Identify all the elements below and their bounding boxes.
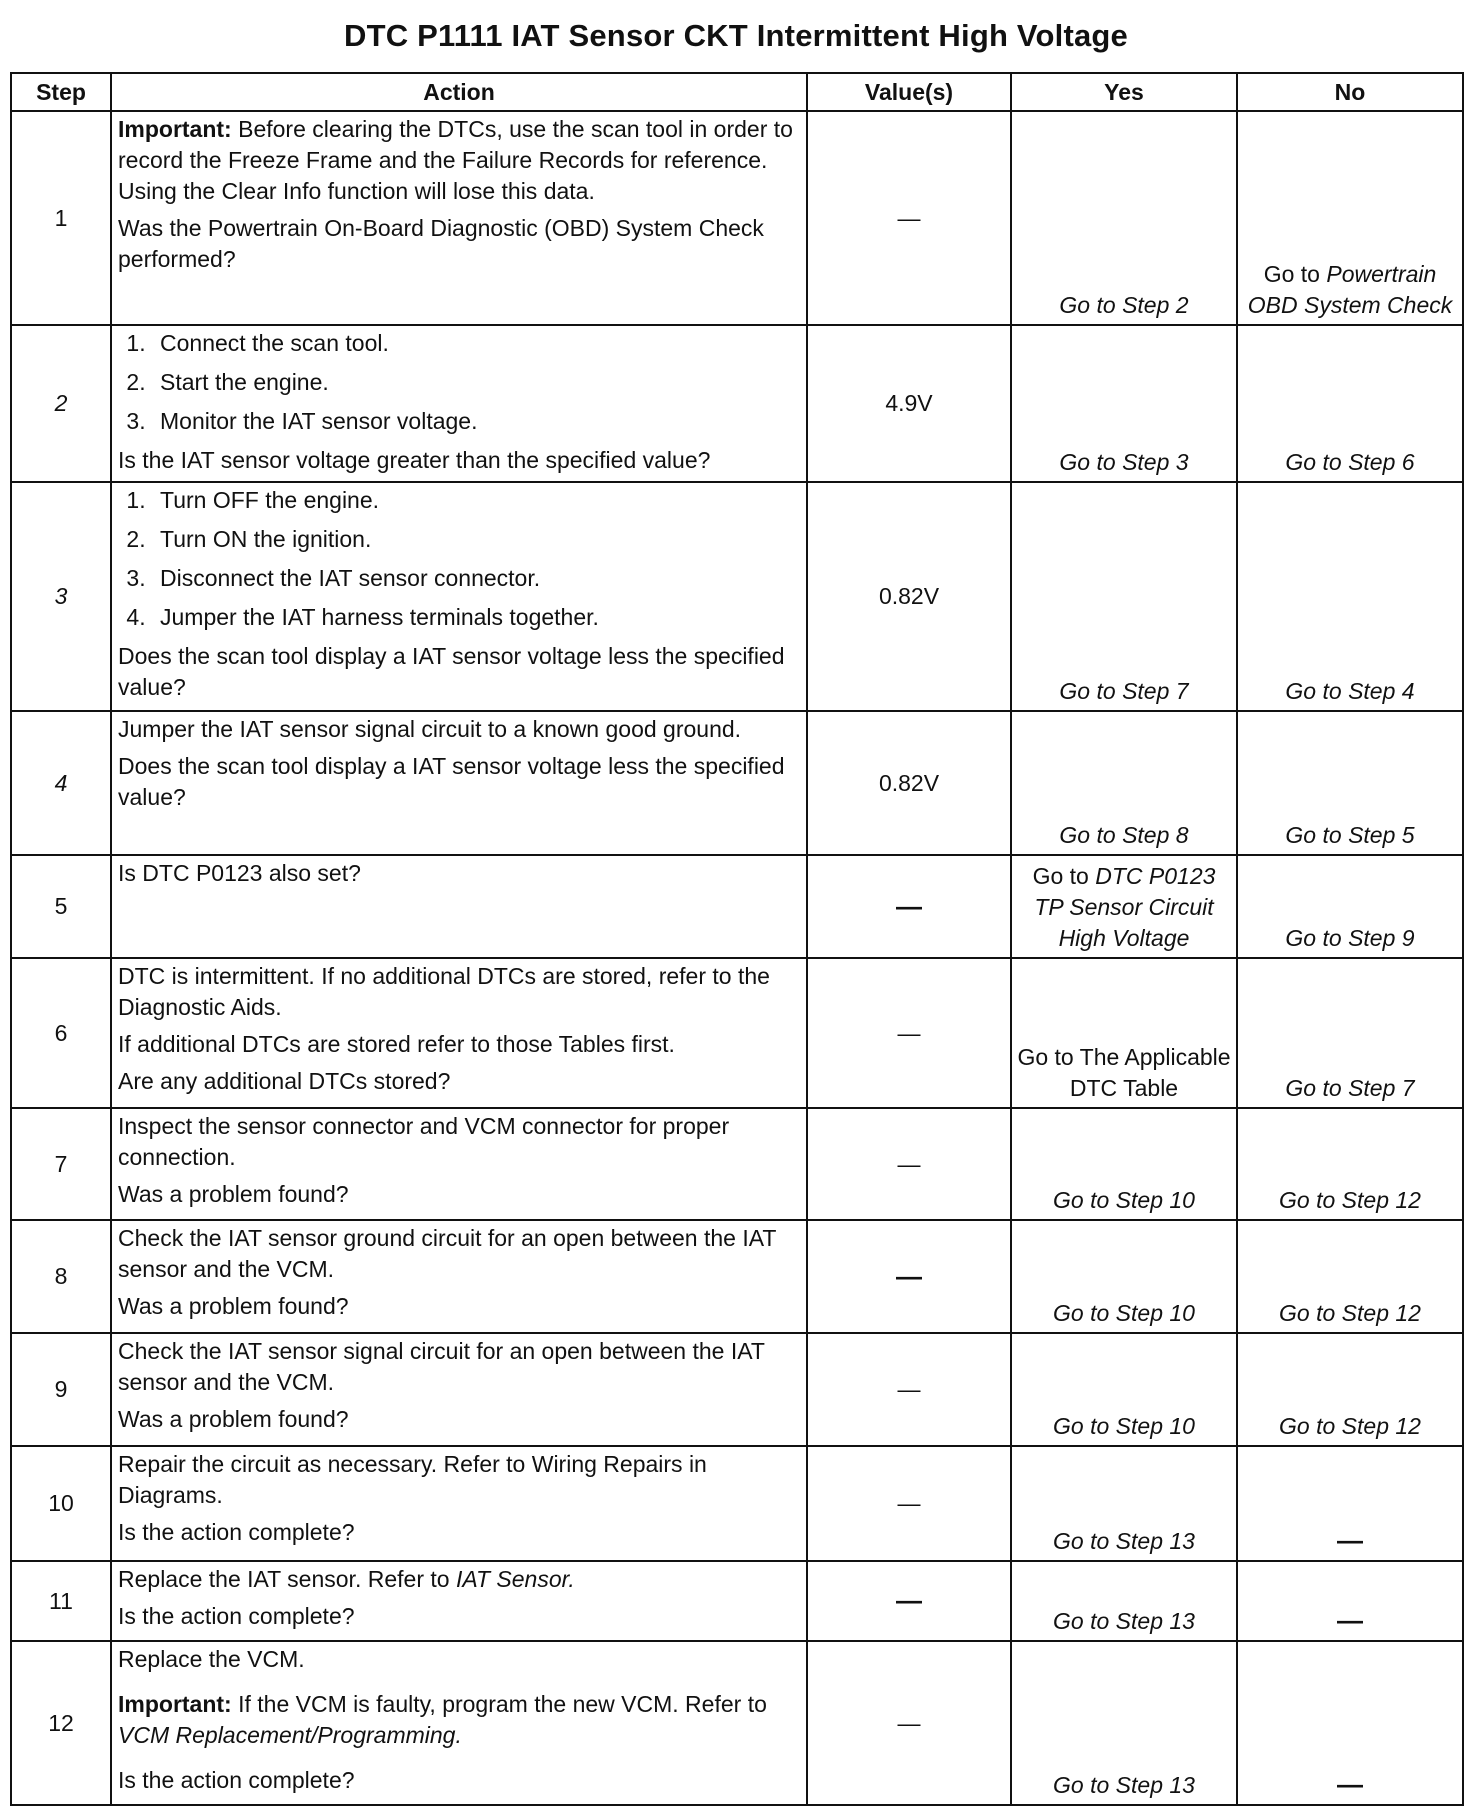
action-text: Replace the VCM. xyxy=(118,1646,305,1672)
table-header-row xyxy=(11,73,1463,111)
important-text: Before clearing the DTCs, use the scan tool in order to record the Freeze Frame and the Failure Records for reference. Using the Clear Info function will lose this data. xyxy=(118,116,793,204)
vcm-programming-link[interactable]: VCM Replacement/Programming. xyxy=(118,1722,462,1748)
value-cell xyxy=(807,1220,1011,1333)
important-label: Important: xyxy=(118,1691,232,1717)
step-number: 3 xyxy=(11,482,111,711)
no-link[interactable]: Go to Step 6 xyxy=(1237,325,1463,482)
value-cell: — xyxy=(807,1108,1011,1220)
table-row-step-3 xyxy=(11,482,1463,711)
action-text-prefix: Replace the IAT sensor. Refer to xyxy=(118,1566,456,1592)
no-link[interactable]: Go to Step 4 xyxy=(1237,482,1463,711)
action-question: Is the action complete? xyxy=(118,1603,355,1629)
yes-link[interactable]: Go to Step 7 xyxy=(1011,482,1237,711)
action-question: Is the IAT sensor voltage greater than the specified value? xyxy=(118,447,711,473)
value-cell: — xyxy=(807,958,1011,1108)
step-number: 10 xyxy=(11,1446,111,1561)
yes-link-target: DTC P0123 TP Sensor Circuit High Voltage xyxy=(1034,863,1216,951)
step-number: 11 xyxy=(11,1561,111,1641)
step-number: 4 xyxy=(11,711,111,855)
table-row-step-5 xyxy=(11,855,1463,958)
no-link[interactable]: Go to Step 12 xyxy=(1237,1220,1463,1333)
yes-link[interactable]: Go to Step 10 xyxy=(1011,1220,1237,1333)
value-cell: — xyxy=(807,1333,1011,1446)
action-cell xyxy=(111,325,807,482)
value-cell xyxy=(807,855,1011,958)
no-link-prefix: Go to xyxy=(1263,261,1327,287)
yes-link-prefix: Go to xyxy=(1032,863,1096,889)
action-question: Is the action complete? xyxy=(118,1519,355,1545)
action-question: Was a problem found? xyxy=(118,1181,349,1207)
value-dash: — xyxy=(896,1260,922,1291)
action-cell xyxy=(111,711,807,855)
column-header-action: Action xyxy=(111,73,807,111)
action-cell xyxy=(111,1108,807,1220)
no-dash: — xyxy=(1337,1769,1363,1799)
action-question: Does the scan tool display a IAT sensor voltage less the specified value? xyxy=(118,753,785,810)
page-title: DTC P1111 IAT Sensor CKT Intermittent High Voltage xyxy=(344,18,1128,53)
no-link[interactable]: Go to Step 5 xyxy=(1237,711,1463,855)
yes-link[interactable]: Go to Step 3 xyxy=(1011,325,1237,482)
value-dash: — xyxy=(896,890,922,921)
step-number: 8 xyxy=(11,1220,111,1333)
action-text: Check the IAT sensor signal circuit for an open between the IAT sensor and the VCM. xyxy=(118,1338,765,1395)
action-cell xyxy=(111,1333,807,1446)
table-row-step-6 xyxy=(11,958,1463,1108)
action-question: Was a problem found? xyxy=(118,1406,349,1432)
step-number: 6 xyxy=(11,958,111,1108)
list-item: 1. Turn OFF the engine. xyxy=(152,485,800,516)
no-value xyxy=(1237,1641,1463,1805)
value-cell: 0.82V xyxy=(807,482,1011,711)
yes-link[interactable] xyxy=(1011,855,1237,958)
no-link[interactable]: Go to Step 12 xyxy=(1237,1333,1463,1446)
action-text: Repair the circuit as necessary. Refer to Wiring Repairs in Diagrams. xyxy=(118,1451,707,1508)
no-link-target: Powertrain OBD System Check xyxy=(1247,261,1453,318)
iat-sensor-link[interactable]: IAT Sensor. xyxy=(455,1566,575,1592)
value-cell xyxy=(807,1561,1011,1641)
column-header-yes: Yes xyxy=(1011,73,1237,111)
value-cell: — xyxy=(807,111,1011,325)
action-question: Is the action complete? xyxy=(118,1767,355,1793)
action-text-secondary: If additional DTCs are stored refer to those Tables first. xyxy=(118,1031,675,1057)
yes-link[interactable]: Go to The Applicable DTC Table xyxy=(1011,958,1237,1108)
list-item: 1. Connect the scan tool. xyxy=(152,328,800,359)
list-item: 4. Jumper the IAT harness terminals together. xyxy=(152,602,800,633)
action-question: Is DTC P0123 also set? xyxy=(118,860,361,886)
yes-link[interactable]: Go to Step 13 xyxy=(1011,1641,1237,1805)
list-item: 2. Start the engine. xyxy=(152,367,800,398)
action-text xyxy=(118,1564,800,1595)
action-question: Are any additional DTCs stored? xyxy=(118,1068,451,1094)
value-cell: 4.9V xyxy=(807,325,1011,482)
action-cell xyxy=(111,855,807,958)
action-question: Was the Powertrain On-Board Diagnostic (OBD) System Check performed? xyxy=(118,215,764,272)
column-header-step: Step xyxy=(11,73,111,111)
step-number: 5 xyxy=(11,855,111,958)
action-text: Check the IAT sensor ground circuit for an open between the IAT sensor and the VCM. xyxy=(118,1225,777,1282)
action-cell xyxy=(111,482,807,711)
yes-link[interactable]: Go to Step 10 xyxy=(1011,1333,1237,1446)
step-number: 1 xyxy=(11,111,111,325)
no-value xyxy=(1237,1446,1463,1561)
no-link[interactable]: Go to Step 9 xyxy=(1237,855,1463,958)
list-item: 3. Monitor the IAT sensor voltage. xyxy=(152,406,800,437)
action-cell xyxy=(111,1641,807,1805)
procedure-list xyxy=(118,485,800,633)
step-number: 12 xyxy=(11,1641,111,1805)
procedure-list xyxy=(118,328,800,437)
no-link[interactable] xyxy=(1237,111,1463,325)
no-dash: — xyxy=(1337,1605,1363,1635)
action-question: Was a problem found? xyxy=(118,1293,349,1319)
action-cell xyxy=(111,1446,807,1561)
table-row-step-12 xyxy=(11,1641,1463,1805)
yes-link[interactable]: Go to Step 8 xyxy=(1011,711,1237,855)
action-text: Jumper the IAT sensor signal circuit to a known good ground. xyxy=(118,716,742,742)
step-number: 2 xyxy=(11,325,111,482)
yes-link[interactable]: Go to Step 10 xyxy=(1011,1108,1237,1220)
list-item: 3. Disconnect the IAT sensor connector. xyxy=(152,563,800,594)
diagnostic-table xyxy=(10,72,1464,1806)
action-text: Inspect the sensor connector and VCM connector for proper connection. xyxy=(118,1113,730,1170)
action-cell xyxy=(111,958,807,1108)
table-row-step-11 xyxy=(11,1561,1463,1641)
table-row-step-10 xyxy=(11,1446,1463,1561)
action-cell xyxy=(111,1220,807,1333)
value-cell: — xyxy=(807,1641,1011,1805)
no-dash: — xyxy=(1337,1525,1363,1555)
table-row-step-1 xyxy=(11,111,1463,325)
table-row-step-9 xyxy=(11,1333,1463,1446)
no-value xyxy=(1237,1561,1463,1641)
table-row-step-7 xyxy=(11,1108,1463,1220)
table-row-step-8 xyxy=(11,1220,1463,1333)
value-cell: — xyxy=(807,1446,1011,1561)
action-text: DTC is intermittent. If no additional DTCs are stored, refer to the Diagnostic Aids. xyxy=(118,963,770,1020)
action-question: Does the scan tool display a IAT sensor voltage less the specified value? xyxy=(118,643,785,700)
action-cell xyxy=(111,1561,807,1641)
important-note xyxy=(118,114,800,207)
yes-link[interactable]: Go to Step 13 xyxy=(1011,1446,1237,1561)
no-link[interactable]: Go to Step 12 xyxy=(1237,1108,1463,1220)
column-header-no: No xyxy=(1237,73,1463,111)
value-dash: — xyxy=(896,1585,922,1615)
list-item: 2. Turn ON the ignition. xyxy=(152,524,800,555)
important-label: Important: xyxy=(118,116,232,142)
value-cell: 0.82V xyxy=(807,711,1011,855)
yes-link[interactable]: Go to Step 13 xyxy=(1011,1561,1237,1641)
important-note xyxy=(118,1689,800,1751)
column-header-values: Value(s) xyxy=(807,73,1011,111)
step-number: 9 xyxy=(11,1333,111,1446)
important-text: If the VCM is faulty, program the new VCM. Refer to xyxy=(231,1691,767,1717)
no-link[interactable]: Go to Step 7 xyxy=(1237,958,1463,1108)
step-number: 7 xyxy=(11,1108,111,1220)
table-row-step-4 xyxy=(11,711,1463,855)
table-row-step-2 xyxy=(11,325,1463,482)
yes-link[interactable]: Go to Step 2 xyxy=(1011,111,1237,325)
action-cell xyxy=(111,111,807,325)
